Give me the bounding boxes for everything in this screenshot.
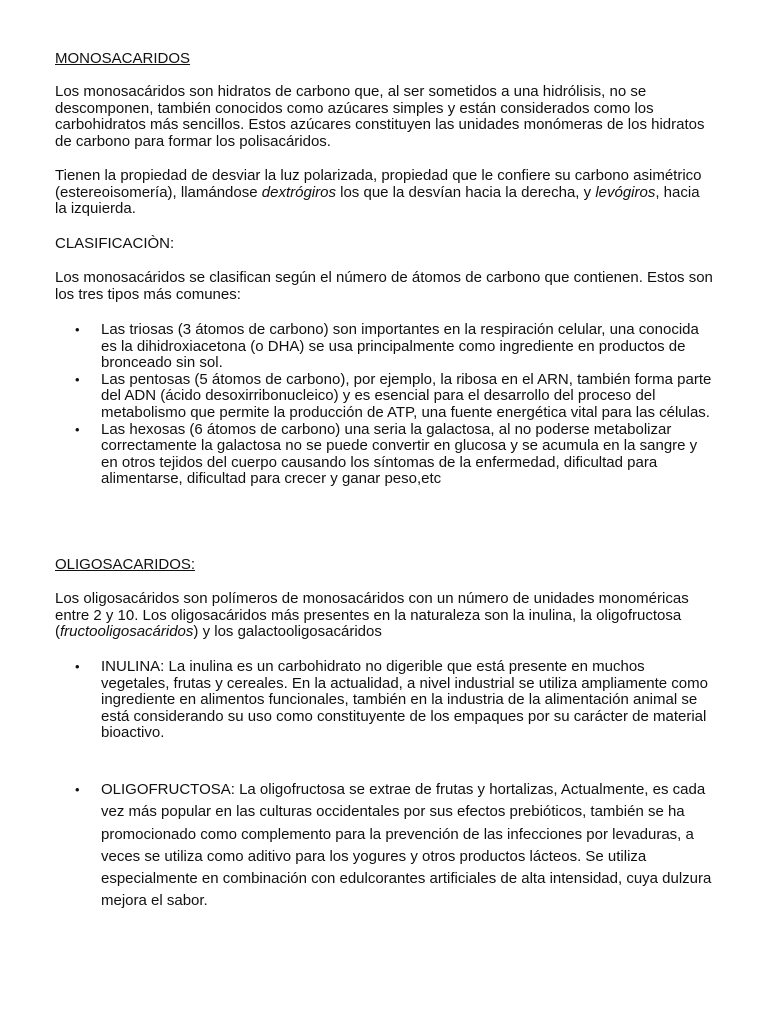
oligosacaridos-intro: Los oligosacáridos son polímeros de monosacáridos con un número de unidades monoméricas entre 2 y 10. Los oligosacáridos más presentes en la naturaleza son la inulina, la oligofructosa (fructooligosacáridos) y los galactooligosacáridos xyxy=(55,590,689,641)
list-item-pentosas: • Las pentosas (5 átomos de carbono), por ejemplo, la ribosa en el ARN, también forma parte del ADN (ácido desoxirribonucleico) y es esencial para el desarrollo del proceso del metabolismo que permite la producción de ATP, una fuente energética vital para las células. xyxy=(75,370,712,421)
levogiros-term: levógiros xyxy=(595,183,656,201)
bullet-icon: • xyxy=(75,421,80,437)
list-item-triosas: • Las triosas (3 átomos de carbono) son importantes en la respiración celular, una conocida es la dihidroxiacetona (o DHA) se usa principalmente como ingrediente en productos de bronceado sin sol. xyxy=(75,321,699,372)
bullet-icon: • xyxy=(75,659,80,674)
list-item-oligofructosa: • OLIGOFRUCTOSA: La oligofructosa se extrae de frutas y hortalizas, Actualmente, es cada vez más popular en las culturas occidentales por sus efectos prebióticos, también se ha promocionado como complemento para la prevención de las infecciones por levaduras, a veces se utiliza como aditivo para los yogures y otros productos lácteos. Se utiliza especialmente en combinación con edulcorantes artificiales de alta intensidad, cuya dulzura mejora el sabor. xyxy=(75,781,712,910)
clasificacion-heading: CLASIFICACIÒN: xyxy=(55,235,175,252)
clasificacion-intro: Los monosacáridos se clasifican según el número de átomos de carbono que contienen. Estos son los tres tipos más comunes: xyxy=(55,269,713,303)
oligosacaridos-heading: OLIGOSACARIDOS: xyxy=(55,556,196,573)
polarized-light-paragraph: Tienen la propiedad de desviar la luz polarizada, propiedad que le confiere su carbono asimétrico (estereoisomería), llamándose dextrógiros los que la desvían hacia la derecha, y levógiros, hacia la izquierda. xyxy=(55,167,702,218)
bullet-icon: • xyxy=(75,782,80,797)
monosaccharide-type-list xyxy=(55,322,715,488)
bullet-icon: • xyxy=(75,322,80,337)
list-item-hexosas: • Las hexosas (6 átomos de carbono) una seria la galactosa, al no poderse metabolizar correctamente la galactosa no se puede convertir en glucosa y se acumula en la sangre y en otros tejidos del cuerpo causando los síntomas de la enfermedad, dificultad para alimentarse, dificultad para crecer y ganar peso,etc xyxy=(75,420,698,488)
dextrogiros-term: dextrógiros xyxy=(261,183,336,201)
inulina-list xyxy=(55,659,715,742)
list-item-inulina: • INULINA: La inulina es un carbohidrato no digerible que está presente en muchos vegetales, frutas y cereales. En la actualidad, a nivel industrial se utiliza ampliamente como ingrediente en alimentos funcionales, también en la industria de la alimentación animal se está considerando su uso como constituyente de los empaques por su carácter de material bioactivo. xyxy=(75,658,708,742)
bullet-icon: • xyxy=(75,371,80,387)
oligofructosa-list xyxy=(55,779,715,913)
fructooligosacaridos-term: fructooligosacáridos xyxy=(60,623,194,641)
monosacaridos-paragraph: Los monosacáridos son hidratos de carbono que, al ser sometidos a una hidrólisis, no se descomponen, también conocidos como azúcares simples y están considerados como los carbohidratos más sencillos. Estos azúcares constituyen las unidades monómeras de los hidratos de carbono para formar los polisacáridos. xyxy=(55,83,705,150)
monosacaridos-heading: MONOSACARIDOS xyxy=(55,50,191,67)
